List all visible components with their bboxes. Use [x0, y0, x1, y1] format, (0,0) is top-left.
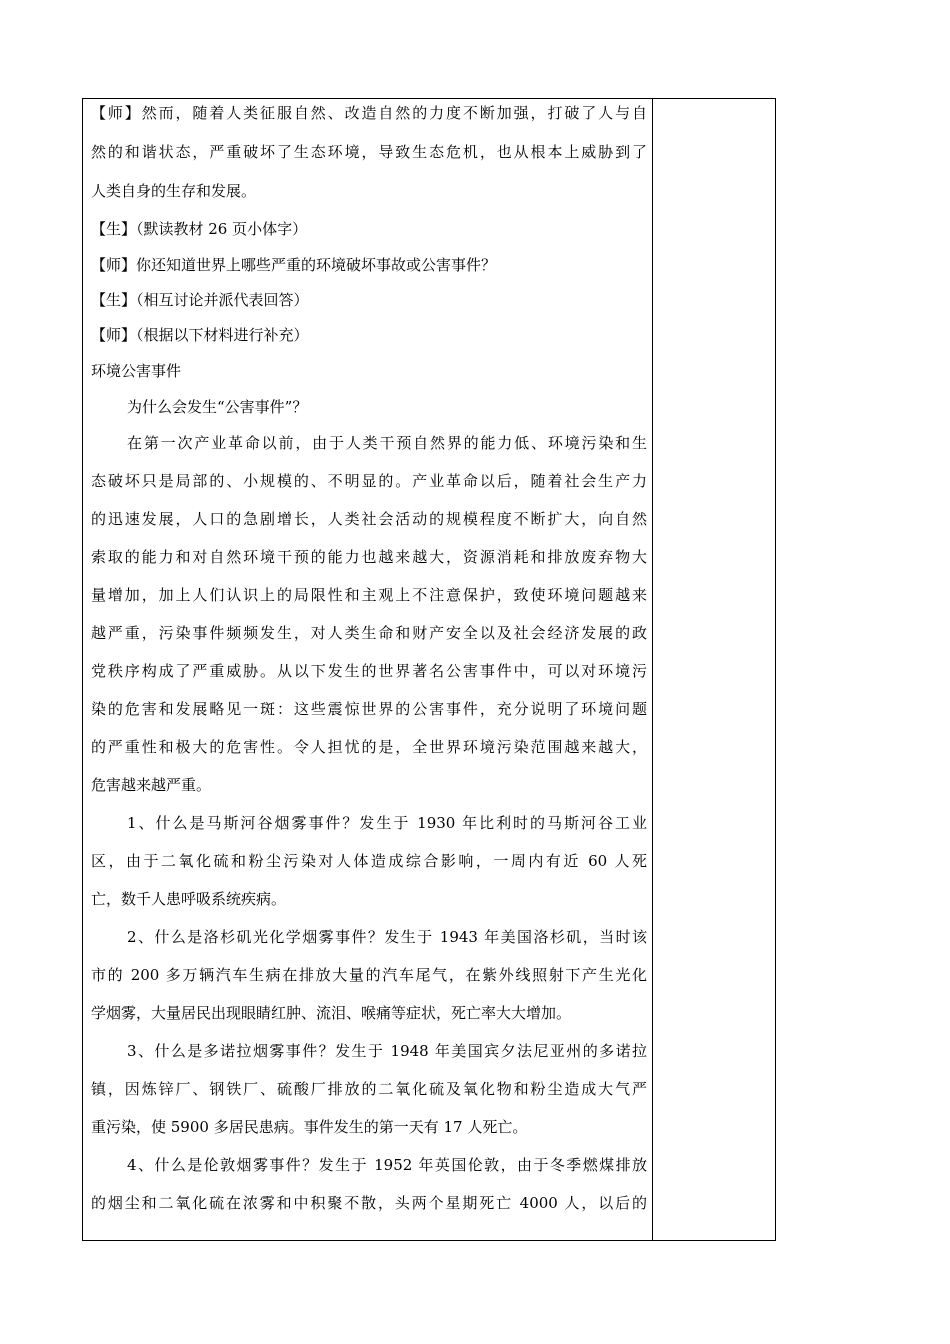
text-line: 【生】（相互讨论并派代表回答） — [91, 291, 309, 309]
text-line: 在第一次产业革命以前，由于人类干预自然界的能力低、环境污染和生 — [127, 434, 647, 452]
text-line: 人类自身的生存和发展。 — [91, 182, 257, 200]
text-line: 【师】（根据以下材料进行补充） — [91, 326, 309, 344]
text-line: 镇，因炼锌厂、钢铁厂、硫酸厂排放的二氧化硫及氧化物和粉尘造成大气严 — [91, 1080, 647, 1098]
text-line: 越严重，污染事件频频发生，对人类生命和财产安全以及社会经济发展的政 — [91, 624, 647, 642]
text-line: 危害越来越严重。 — [91, 776, 212, 794]
notes-cell — [653, 99, 775, 1240]
text-line: 【生】（默读教材 26 页小体字） — [91, 220, 308, 238]
text-line: 的严重性和极大的危害性。令人担忧的是，全世界环境污染范围越来越大， — [91, 738, 647, 756]
text-line: 染的危害和发展略见一斑：这些震惊世界的公害事件，充分说明了环境问题 — [91, 700, 647, 718]
text-line: 4、什么是伦敦烟雾事件？发生于 1952 年英国伦敦，由于冬季燃煤排放 — [127, 1156, 647, 1174]
text-line: 量增加，加上人们认识上的局限性和主观上不注意保护，致使环境问题越来 — [91, 586, 647, 604]
text-line: 3、什么是多诺拉烟雾事件？发生于 1948 年美国宾夕法尼亚州的多诺拉 — [127, 1042, 647, 1060]
text-line: 市的 200 多万辆汽车生病在排放大量的汽车尾气，在紫外线照射下产生光化 — [91, 966, 647, 984]
text-line: 为什么会发生“公害事件”？ — [127, 398, 308, 416]
text-line: 重污染，使 5900 多居民患病。事件发生的第一天有 17 人死亡。 — [91, 1118, 528, 1136]
text-line: 区，由于二氧化硫和粉尘污染对人体造成综合影响，一周内有近 60 人死 — [91, 852, 647, 870]
text-line: 1、什么是马斯河谷烟雾事件？发生于 1930 年比利时的马斯河谷工业 — [127, 814, 647, 832]
text-line: 索取的能力和对自然环境干预的能力也越来越大，资源消耗和排放废弃物大 — [91, 548, 647, 566]
text-line: 【师】你还知道世界上哪些严重的环境破坏事故或公害事件？ — [91, 256, 497, 274]
text-line: 态破坏只是局部的、小规模的、不明显的。产业革命以后，随着社会生产力 — [91, 472, 647, 490]
text-line: 亡，数千人患呼吸系统疾病。 — [91, 890, 287, 908]
text-line: 2、什么是洛杉矶光化学烟雾事件？发生于 1943 年美国洛杉矶，当时该 — [127, 928, 647, 946]
text-line: 然的和谐状态，严重破坏了生态环境，导致生态危机，也从根本上威胁到了 — [91, 143, 647, 161]
text-line: 的迅速发展，人口的急剧增长，人类社会活动的规模程度不断扩大，向自然 — [91, 510, 647, 528]
section-title: 环境公害事件 — [91, 362, 182, 380]
text-line: 学烟雾，大量居民出现眼睛红肿、流泪、喉痛等症状，死亡率大大增加。 — [91, 1004, 572, 1022]
lesson-table — [82, 98, 776, 1241]
text-line: 【师】然而，随着人类征服自然、改造自然的力度不断加强，打破了人与自 — [91, 104, 647, 122]
text-line: 党秩序构成了严重威胁。从以下发生的世界著名公害事件中，可以对环境污 — [91, 662, 647, 680]
text-line: 的烟尘和二氧化硫在浓雾和中积聚不散，头两个星期死亡 4000 人，以后的 — [91, 1194, 647, 1212]
